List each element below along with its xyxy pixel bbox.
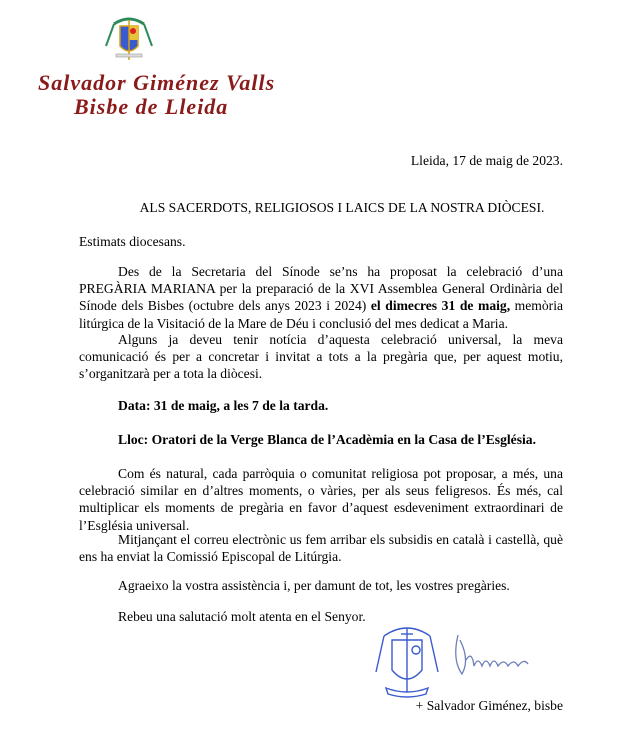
paragraph-1-text-a: Des de la Secretaria del Sínode se’ns ha proposat la celebració d’una PREGÀRIA MARIANA per la preparació de la XVI Assemblea General Ordinària del Sínode dels Bisbes (octubre dels anys 2023 i 2024) — [79, 264, 563, 314]
event-location: Lloc: Oratori de la Verge Blanca de l’Acadèmia en la Casa de l’Església. — [118, 432, 536, 447]
letterhead-title: Bisbe de Lleida — [74, 94, 229, 119]
signature-name: + Salvador Giménez, bisbe — [415, 698, 563, 713]
paragraph-1-date: el dimecres 31 de maig, — [370, 298, 511, 314]
date-line: Lleida, 17 de maig de 2023. — [410, 153, 563, 168]
paragraph-3: Com és natural, cada parròquia o comunitat religiosa pot proposar, a més, una celebració similar en d’altres moments, o vàries, per als seus feligresos. És més, cal multiplicar els moments de pregària en favor d’aquest esdeveniment extraordinari de l’Església universal. — [79, 466, 563, 533]
letterhead-name: Salvador Giménez Valls — [38, 70, 276, 95]
paragraph-1-text-b: memòria litúrgica de la Visitació de la Mare de Déu i conclusió del mes dedicat a Maria. — [79, 298, 563, 331]
greeting: Estimats diocesans. — [79, 234, 186, 249]
paragraph-4: Mitjançant el correu electrònic us fem arribar els subsidis en català i castellà, què ens ha enviat la Comissió Episcopal de Litúrgia. — [79, 532, 563, 565]
coat-of-arms-icon — [100, 16, 158, 64]
paragraph-1 — [79, 263, 563, 332]
paragraph-5: Agraeixo la vostra assistència i, per damunt de tot, les vostres pregàries. — [118, 578, 510, 593]
paragraph-6: Rebeu una salutació molt atenta en el Senyor. — [118, 609, 366, 624]
episcopal-seal-icon — [372, 622, 442, 700]
letter-heading: ALS SACERDOTS, RELIGIOSOS I LAICS DE LA NOSTRA DIÒCESI. — [139, 200, 545, 215]
handwritten-signature — [448, 630, 558, 680]
event-date: Data: 31 de maig, a les 7 de la tarda. — [118, 398, 329, 413]
paragraph-2: Alguns ja deveu tenir notícia d’aquesta celebració universal, la meva comunicació és per a concretar i invitat a tots a la pregària que, per aquest motiu, s’organitzarà per a tota la diòcesi. — [79, 332, 563, 382]
